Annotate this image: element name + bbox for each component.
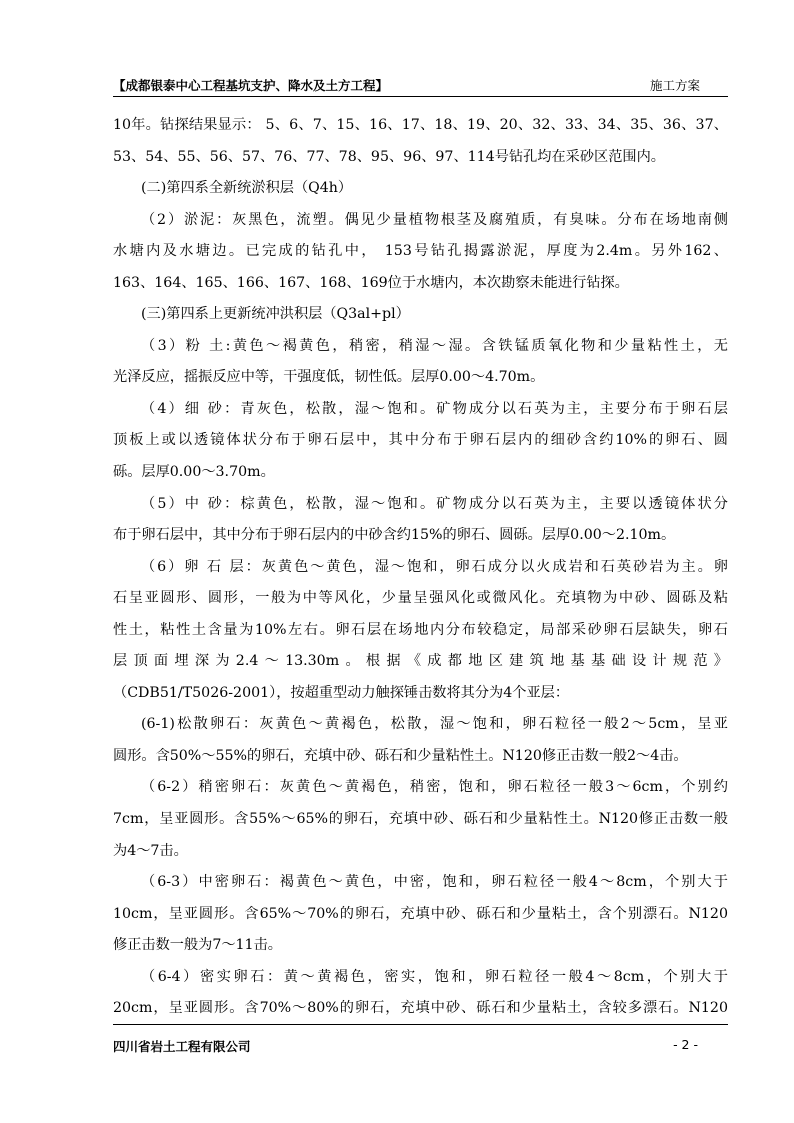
- text-line-9: 光泽反应，摇振反应中等，干强度低，韧性低。层厚0.00～4.70m。: [113, 369, 545, 386]
- text-line-28: （6-4）密实卵石：黄～黄褐色，密实，饱和，卵石粒径一般4～8cm，个别大于: [141, 968, 728, 985]
- text-line-5: 水塘内及水塘边。已完成的钻孔中， 153号钻孔揭露淤泥，厚度为2.4m。另外162、: [113, 243, 728, 260]
- section-heading-q3alpl: (三)第四系上更新统冲洪积层（Q3al+pl）: [141, 306, 410, 323]
- page-footer: [113, 1024, 728, 1054]
- footer-company: 四川省岩土工程有限公司: [113, 1039, 251, 1054]
- text-line-16: 石呈亚圆形、圆形，一般为中等风化，少量呈强风化或微风化。充填物为中砂、圆砾及粘: [113, 590, 728, 607]
- header-section-title: 施工方案: [649, 78, 700, 93]
- text-line-10: （4）细 砂：青灰色，松散，湿～饱和。矿物成分以石英为主，主要分布于卵石层: [141, 400, 728, 417]
- text-line-29: 20cm，呈亚圆形。含70%～80%的卵石，充填中砂、砾石和少量粘土，含较多漂石。N120: [113, 1000, 728, 1017]
- text-line-23: 7cm，呈亚圆形。含55%～65%的卵石，充填中砂、砾石和少量粘性土。N120修正击数一般: [113, 811, 728, 828]
- header-project-title: 【成都银泰中心工程基坑支护、降水及土方工程】: [113, 78, 389, 93]
- text-line-24: 为4～7击。: [113, 842, 188, 859]
- text-line-17: 性土，粘性土含量为10%左右。卵石层在场地内分布较稳定，局部采砂卵石层缺失，卵石: [113, 621, 728, 638]
- text-line-15: （6）卵 石 层：灰黄色～黄色，湿～饱和，卵石成分以火成岩和石英砂岩为主。卵: [141, 558, 728, 575]
- section-heading-q4h: (二)第四系全新统淤积层（Q4h）: [141, 180, 353, 197]
- text-line-6: 163、164、165、166、167、168、169位于水塘内，本次勘察未能进行钻探。: [113, 274, 629, 291]
- page-number: - 2 -: [673, 1037, 698, 1052]
- text-line-20: (6-1)松散卵石：灰黄色～黄褐色，松散，湿～饱和，卵石粒径一般2～5cm，呈亚: [141, 716, 728, 733]
- text-line-21: 圆形。含50%～55%的卵石，充填中砂、砾石和少量粘性土。N120修正击数一般2～4击。: [113, 747, 688, 764]
- text-line-8: （3）粉 土:黄色～褐黄色，稍密，稍湿～湿。含铁锰质氧化物和少量粘性土，无: [141, 337, 728, 354]
- text-line-12: 砾。层厚0.00～3.70m。: [113, 464, 275, 481]
- text-line-14: 布于卵石层中，其中分布于卵石层内的中砂含约15%的卵石、圆砾。层厚0.00～2.10m。: [113, 527, 676, 544]
- text-line-26: 10cm，呈亚圆形。含65%～70%的卵石，充填中砂、砾石和少量粘土，含个别漂石。N120: [113, 905, 728, 922]
- text-line-27: 修正击数一般为7～11击。: [113, 937, 282, 954]
- text-line-4: （2）淤泥：灰黑色，流塑。偶见少量植物根茎及腐殖质，有臭味。分布在场地南侧: [141, 211, 728, 228]
- text-line-2: 53、54、55、56、57、76、77、78、95、96、97、114号钻孔均在采砂区范围内。: [113, 148, 665, 165]
- text-line-25: （6-3）中密卵石：褐黄色～黄色，中密，饱和，卵石粒径一般4～8cm，个别大于: [141, 874, 728, 891]
- page-header: [113, 78, 728, 97]
- text-line-18: 层顶面埋深为2.4～13.30m。根据《成都地区建筑地基基础设计规范》: [113, 653, 728, 670]
- text-line-22: （6-2）稍密卵石：灰黄色～黄褐色，稍密，饱和，卵石粒径一般3～6cm，个别约: [141, 779, 728, 796]
- text-line-13: （5）中 砂：棕黄色，松散，湿～饱和。矿物成分以石英为主，主要以透镜体状分: [141, 495, 728, 512]
- document-body: [113, 110, 728, 1025]
- text-line-1: 10年。钻探结果显示： 5、6、7、15、16、17、18、19、20、32、33、34、35、36、37、: [113, 117, 728, 133]
- text-line-19: （CDB51/T5026-2001），按超重型动力触探锤击数将其分为4个亚层：: [113, 684, 570, 701]
- text-line-11: 顶板上或以透镜体状分布于卵石层中，其中分布于卵石层内的细砂含约10%的卵石、圆: [113, 432, 728, 449]
